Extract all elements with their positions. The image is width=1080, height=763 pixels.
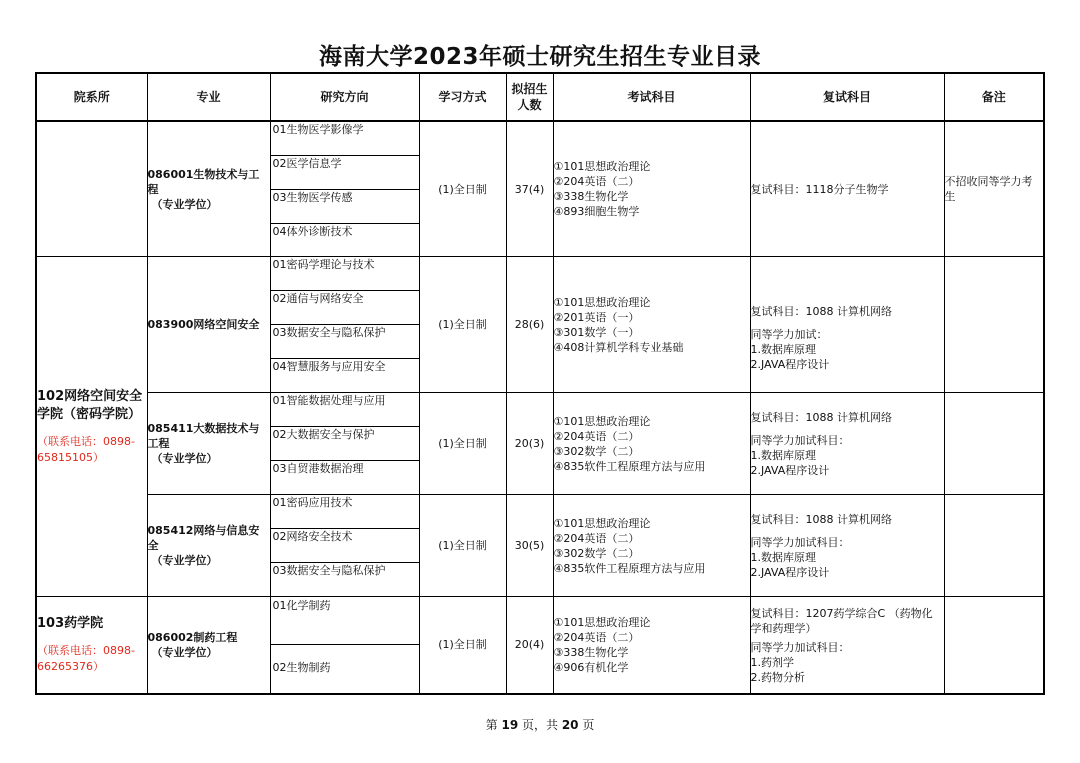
header-major: 专业 (147, 73, 270, 121)
retest-cell: 复试科目：1088 计算机网络 同等学力加试科目： 1.数据库原理 2.JAVA程序设计 (750, 393, 944, 495)
direction-cell (270, 495, 419, 597)
exam-cell: ①101思想政治理论 ②204英语（二） ③302数学（二） ④835软件工程原理方法与应用 (553, 393, 750, 495)
page-footer: 第 19 页，共 20 页 (485, 718, 595, 732)
count-cell: 28(6) (506, 257, 553, 393)
header-direction: 研究方向 (270, 73, 419, 121)
direction-cell (270, 393, 419, 495)
total-pages: 20 (561, 718, 579, 732)
header-exam: 考试科目 (553, 73, 750, 121)
dept-cell-empty (36, 121, 147, 257)
direction-item: 03数据安全与隐私保护 (271, 325, 419, 359)
direction-item: 01密码应用技术 (271, 495, 419, 529)
direction-item: 01生物医学影像学 (271, 122, 419, 156)
mode-cell: (1)全日制 (419, 121, 506, 257)
direction-item: 03生物医学传感 (271, 190, 419, 224)
direction-item: 01密码学理论与技术 (271, 257, 419, 291)
header-retest: 复试科目 (750, 73, 944, 121)
direction-item: 03自贸港数据治理 (272, 462, 364, 475)
header-note: 备注 (944, 73, 1044, 121)
exam-cell: ①101思想政治理论 ②204英语（二） ③338生物化学 ④906有机化学 (553, 597, 750, 694)
dept-cell (36, 257, 147, 597)
table-row (36, 121, 1044, 257)
direction-item: 02网络安全技术 (271, 529, 419, 563)
retest-cell: 复试科目：1088 计算机网络 同等学力加试： 1.数据库原理 2.JAVA程序设计 (750, 257, 944, 393)
header-count: 拟招生人数 (506, 73, 553, 121)
note-cell (944, 495, 1044, 597)
dept-name: 103药学院 (37, 615, 104, 631)
direction-item: 04体外诊断技术 (272, 225, 353, 238)
mode-cell: (1)全日制 (419, 393, 506, 495)
mode-cell: (1)全日制 (419, 597, 506, 694)
mode-cell: (1)全日制 (419, 257, 506, 393)
direction-item: 02生物制药 (272, 661, 331, 675)
major-cell: 085412网络与信息安全 （专业学位） (147, 495, 270, 597)
count-cell: 30(5) (506, 495, 553, 597)
retest-cell: 复试科目：1207药学综合C （药物化学和药理学） 同等学力加试科目： 1.药剂学 2.药物分析 (750, 597, 944, 694)
direction-cell (270, 597, 419, 694)
count-cell: 20(4) (506, 597, 553, 694)
major-cell: 085411大数据技术与工程 （专业学位） (147, 393, 270, 495)
header-dept: 院系所 (36, 73, 147, 121)
direction-cell (270, 257, 419, 393)
table-row (36, 393, 1044, 495)
exam-cell: ①101思想政治理论 ②204英语（二） ③302数学（二） ④835软件工程原理方法与应用 (553, 495, 750, 597)
exam-cell: ①101思想政治理论 ②204英语（二） ③338生物化学 ④893细胞生物学 (553, 121, 750, 257)
note-cell (944, 597, 1044, 694)
direction-item: 01智能数据处理与应用 (271, 393, 419, 427)
direction-item: 02大数据安全与保护 (271, 427, 419, 461)
header-mode: 学习方式 (419, 73, 506, 121)
dept-cell (36, 597, 147, 694)
direction-item: 01化学制药 (271, 598, 419, 645)
retest-cell: 复试科目：1118分子生物学 (750, 121, 944, 257)
direction-item: 03数据安全与隐私保护 (272, 564, 386, 577)
dept-phone: （联系电话：0898-65815105） (37, 434, 135, 464)
major-cell: 086001生物技术与工程 （专业学位） (147, 121, 270, 257)
count-cell: 20(3) (506, 393, 553, 495)
direction-item: 04智慧服务与应用安全 (272, 360, 386, 373)
retest-cell: 复试科目：1088 计算机网络 同等学力加试科目： 1.数据库原理 2.JAVA程序设计 (750, 495, 944, 597)
direction-item: 02医学信息学 (271, 156, 419, 190)
major-cell: 083900网络空间安全 (147, 257, 270, 393)
table-row (36, 597, 1044, 694)
table-row (36, 495, 1044, 597)
catalog-table (35, 72, 1045, 695)
direction-cell (270, 121, 419, 257)
table-row (36, 257, 1044, 393)
page-title: 海南大学2023年硕士研究生招生专业目录 (318, 44, 761, 70)
header-row (36, 73, 1044, 121)
note-cell (944, 257, 1044, 393)
note-cell (944, 393, 1044, 495)
count-cell: 37(4) (506, 121, 553, 257)
mode-cell: (1)全日制 (419, 495, 506, 597)
dept-phone: （联系电话：0898-66265376） (37, 643, 135, 673)
exam-cell: ①101思想政治理论 ②201英语（一） ③301数学（一） ④408计算机学科专业基础 (553, 257, 750, 393)
major-cell: 086002制药工程 （专业学位） (147, 597, 270, 694)
page-number: 19 (501, 718, 519, 732)
dept-name: 102网络空间安全学院（密码学院） (37, 388, 143, 422)
direction-item: 02通信与网络安全 (271, 291, 419, 325)
note-cell: 不招收同等学力考生 (944, 121, 1044, 257)
